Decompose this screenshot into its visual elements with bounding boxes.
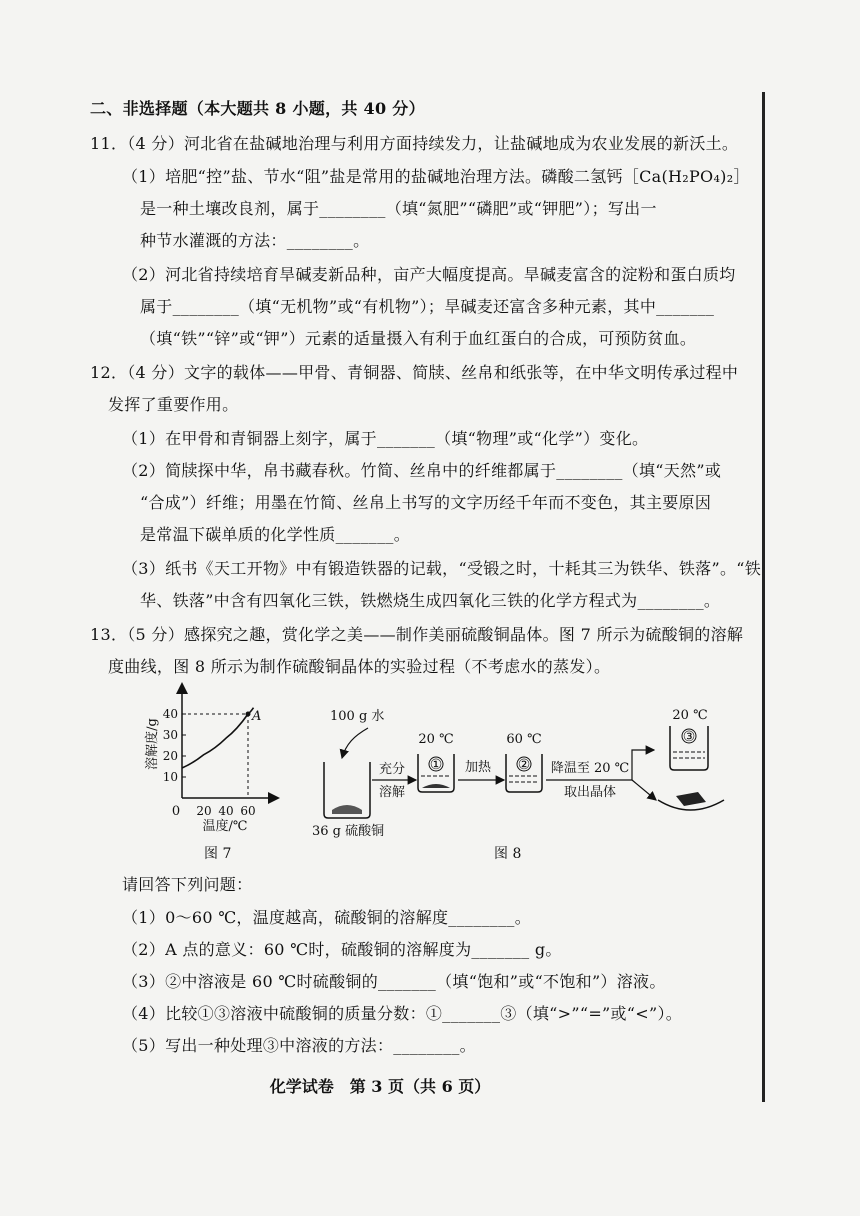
y-tick-label: 20: [162, 749, 178, 763]
x-tick-label: 20: [196, 804, 212, 818]
step1-label-bottom: 溶解: [378, 785, 406, 800]
solid-label: 36 g 硫酸铜: [312, 824, 385, 839]
section-heading: 二、非选择题（本大题共 8 小题，共 40 分）: [90, 99, 425, 118]
q12-part3-line2: 华、铁落”中含有四氧化三铁，铁燃烧生成四氧化三铁的化学方程式为________。: [140, 591, 721, 610]
y-tick-label: 30: [162, 728, 178, 742]
origin-label: 0: [171, 804, 181, 819]
beaker1-temperature: 20 ℃: [418, 732, 454, 747]
x-tick-label: 60: [240, 804, 256, 818]
q12-part2-line2: “合成”）纤维；用墨在竹简、丝帛上书写的文字历经千年而不变色，其主要原因: [140, 493, 712, 512]
q13-sub1: （1）0～60 ℃，温度越高，硫酸铜的溶解度________。: [122, 908, 532, 927]
beaker1-label: ①: [429, 757, 443, 773]
water-arrow: [342, 728, 368, 758]
q12-part3-line1: （3）纸书《天工开物》中有锻造铁器的记载，“受锻之时，十耗其三为铁华、铁落”。“铁: [122, 559, 762, 578]
q12-stem-line2: 发挥了重要作用。: [108, 395, 239, 414]
beaker-initial: [324, 762, 370, 818]
solubility-curve: [182, 708, 254, 768]
step2-label: 加热: [464, 760, 492, 775]
q13-stem-line1: 13．（5 分）感探究之趣，赏化学之美——制作美丽硫酸铜晶体。图 7 所示为硫酸铜的溶解: [90, 625, 744, 644]
step3-label-top: 降温至 20 ℃: [550, 761, 630, 776]
undissolved-solid: [422, 784, 450, 788]
q11-part1-line1: （1）培肥“控”盐、节水“阻”盐是常用的盐碱地治理方法。磷酸二氢钙［Ca(H₂PO₄)₂］: [122, 167, 750, 186]
q13-prompt: 请回答下列问题：: [122, 875, 253, 894]
beaker3-label: ③: [682, 729, 696, 745]
fork-down-arrow: [632, 780, 656, 800]
point-a-marker: [246, 712, 251, 717]
copper-sulfate-crystal: [676, 792, 706, 806]
q13-sub3: （3）②中溶液是 60 ℃时硫酸铜的_______（填“饱和”或“不饱和”）溶液。: [122, 972, 666, 991]
beaker2-label: ②: [517, 757, 531, 773]
page-margin-line: [762, 92, 765, 1102]
figure-8-experiment-diagram: [300, 696, 740, 839]
water-label: 100 g 水: [330, 709, 385, 724]
figure-7-caption: 图 7: [204, 846, 232, 862]
x-axis-label: 温度/℃: [202, 819, 248, 834]
q11-part2-line2: 属于________（填“无机物”或“有机物”）；旱碱麦还富含多种元素，其中_______: [140, 297, 715, 316]
q13-sub2: （2）A 点的意义：60 ℃时，硫酸铜的溶解度为_______ g。: [122, 940, 562, 959]
figure-7-solubility-chart: [140, 682, 280, 832]
y-tick-label: 10: [162, 770, 178, 784]
beaker3-temperature: 20 ℃: [672, 708, 708, 723]
q13-sub5: （5）写出一种处理③中溶液的方法：________。: [122, 1036, 476, 1055]
beaker2-temperature: 60 ℃: [506, 732, 542, 747]
step3-label-bottom: 取出晶体: [563, 785, 617, 800]
q11-part1-line3: 种节水灌溉的方法：________。: [140, 231, 370, 250]
q12-part1: （1）在甲骨和青铜器上刻字，属于_______（填“物理”或“化学”）变化。: [122, 429, 649, 448]
q12-part2-line3: 是常温下碳单质的化学性质_______。: [140, 525, 411, 544]
page-footer: 化学试卷 第 3 页（共 6 页）: [269, 1077, 491, 1096]
step1-label-top: 充分: [378, 762, 406, 777]
x-tick-label: 40: [218, 804, 234, 818]
q11-part1-line2: 是一种土壤改良剂，属于________（填“氮肥”“磷肥”或“钾肥”）；写出一: [140, 199, 657, 218]
fork-up-arrow: [632, 750, 654, 780]
crystal-dish: [658, 792, 724, 810]
q11-stem: 11．（4 分）河北省在盐碱地治理与利用方面持续发力，让盐碱地成为农业发展的新沃土。: [90, 134, 739, 153]
q12-stem-line1: 12．（4 分）文字的载体——甲骨、青铜器、简牍、丝帛和纸张等，在中华文明传承过程中: [90, 363, 739, 382]
q11-part2-line3: （填“铁”“锌”或“钾”）元素的适量摄入有利于血红蛋白的合成，可预防贫血。: [140, 329, 697, 348]
y-axis-label: 溶解度/g: [145, 718, 160, 770]
copper-sulfate-solid: [332, 805, 362, 814]
q13-stem-line2: 度曲线，图 8 所示为制作硫酸铜晶体的实验过程（不考虑水的蒸发）。: [108, 657, 611, 676]
q11-part2-line1: （2）河北省持续培育旱碱麦新品种，亩产大幅度提高。旱碱麦富含的淀粉和蛋白质均: [122, 265, 736, 284]
y-tick-label: 40: [162, 707, 178, 721]
point-a-label: A: [252, 709, 262, 724]
figure-8-caption: 图 8: [494, 846, 522, 862]
q12-part2-line1: （2）简牍探中华，帛书藏春秋。竹简、丝帛中的纤维都属于________（填“天然”或: [122, 461, 722, 480]
q13-sub4: （4）比较①③溶液中硫酸铜的质量分数：①_______③（填“>”“=”或“<”）。: [122, 1004, 683, 1023]
